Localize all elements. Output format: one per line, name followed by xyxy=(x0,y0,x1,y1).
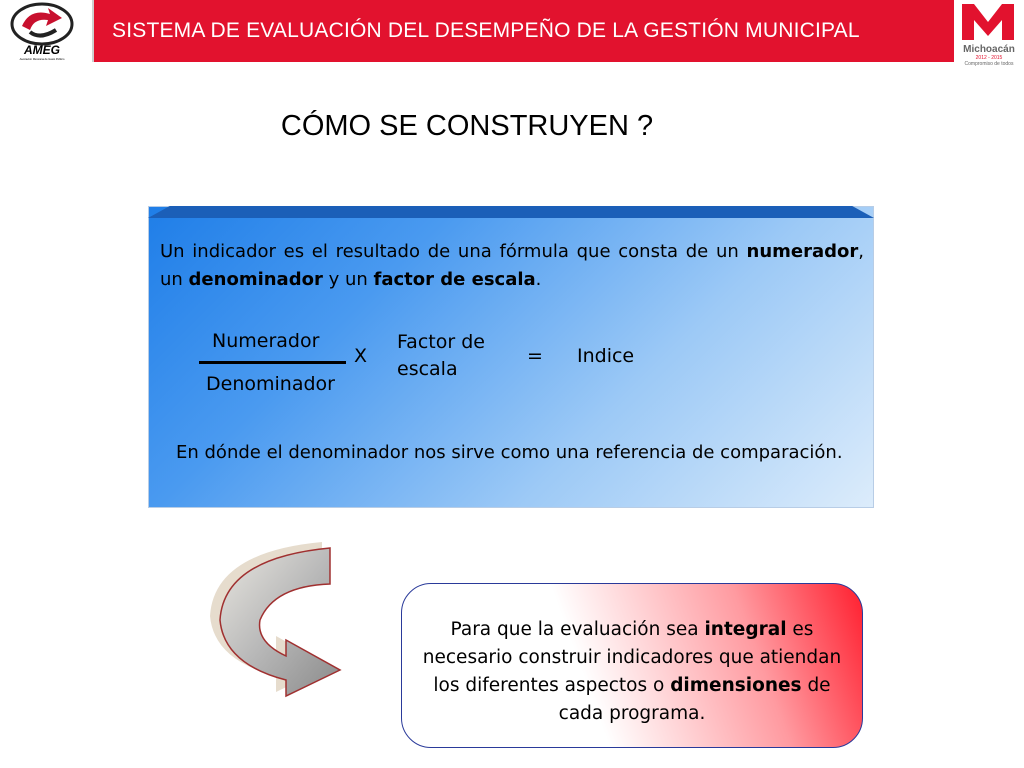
term-denominador: denominador xyxy=(188,269,323,290)
formula-denominator: Denominador xyxy=(206,373,335,395)
michoacan-logo xyxy=(954,0,1024,72)
term-numerador: numerador xyxy=(746,241,859,262)
callout-text: Para que la evaluación sea integral es necesario construir indicadores que atiendan los diferentes aspectos o dimensiones de cada programa. xyxy=(422,619,842,724)
michoacan-logo-years: 2012 - 2015 xyxy=(975,55,1003,61)
term-factor-de-escala: factor de escala xyxy=(373,269,536,290)
term-integral: integral xyxy=(704,619,787,640)
ameg-logo-text: AMEG xyxy=(24,43,60,57)
formula-factor: Factor de escala xyxy=(397,331,485,380)
term-dimensiones: dimensiones xyxy=(670,675,802,696)
definition-text: Un indicador es el resultado de una fórmula que consta de un numerador, un denominador y un factor de escala. xyxy=(160,241,864,290)
header-title: SISTEMA DE EVALUACIÓN DEL DESEMPEÑO DE LA GESTIÓN MUNICIPAL xyxy=(112,19,860,42)
info-box-top-bevel xyxy=(148,206,874,218)
formula-equals: = xyxy=(527,345,543,367)
curved-arrow-icon xyxy=(200,538,350,698)
footnote-text: En dónde el denominador nos sirve como una referencia de comparación. xyxy=(176,442,843,463)
michoacan-logo-text: Michoacán xyxy=(963,44,1015,55)
michoacan-logo-slogan: Compromiso de todos xyxy=(964,61,1014,67)
ameg-logo-subtext: Asociación Mexicana de Gasto Público xyxy=(19,58,65,61)
ameg-logo xyxy=(0,0,94,62)
header-bar xyxy=(94,0,954,62)
formula-numerator: Numerador xyxy=(212,330,320,352)
fraction-line xyxy=(199,361,346,364)
formula-times: X xyxy=(354,345,368,367)
formula-result: Indice xyxy=(577,345,635,367)
page-title: CÓMO SE CONSTRUYEN ? xyxy=(280,110,654,142)
